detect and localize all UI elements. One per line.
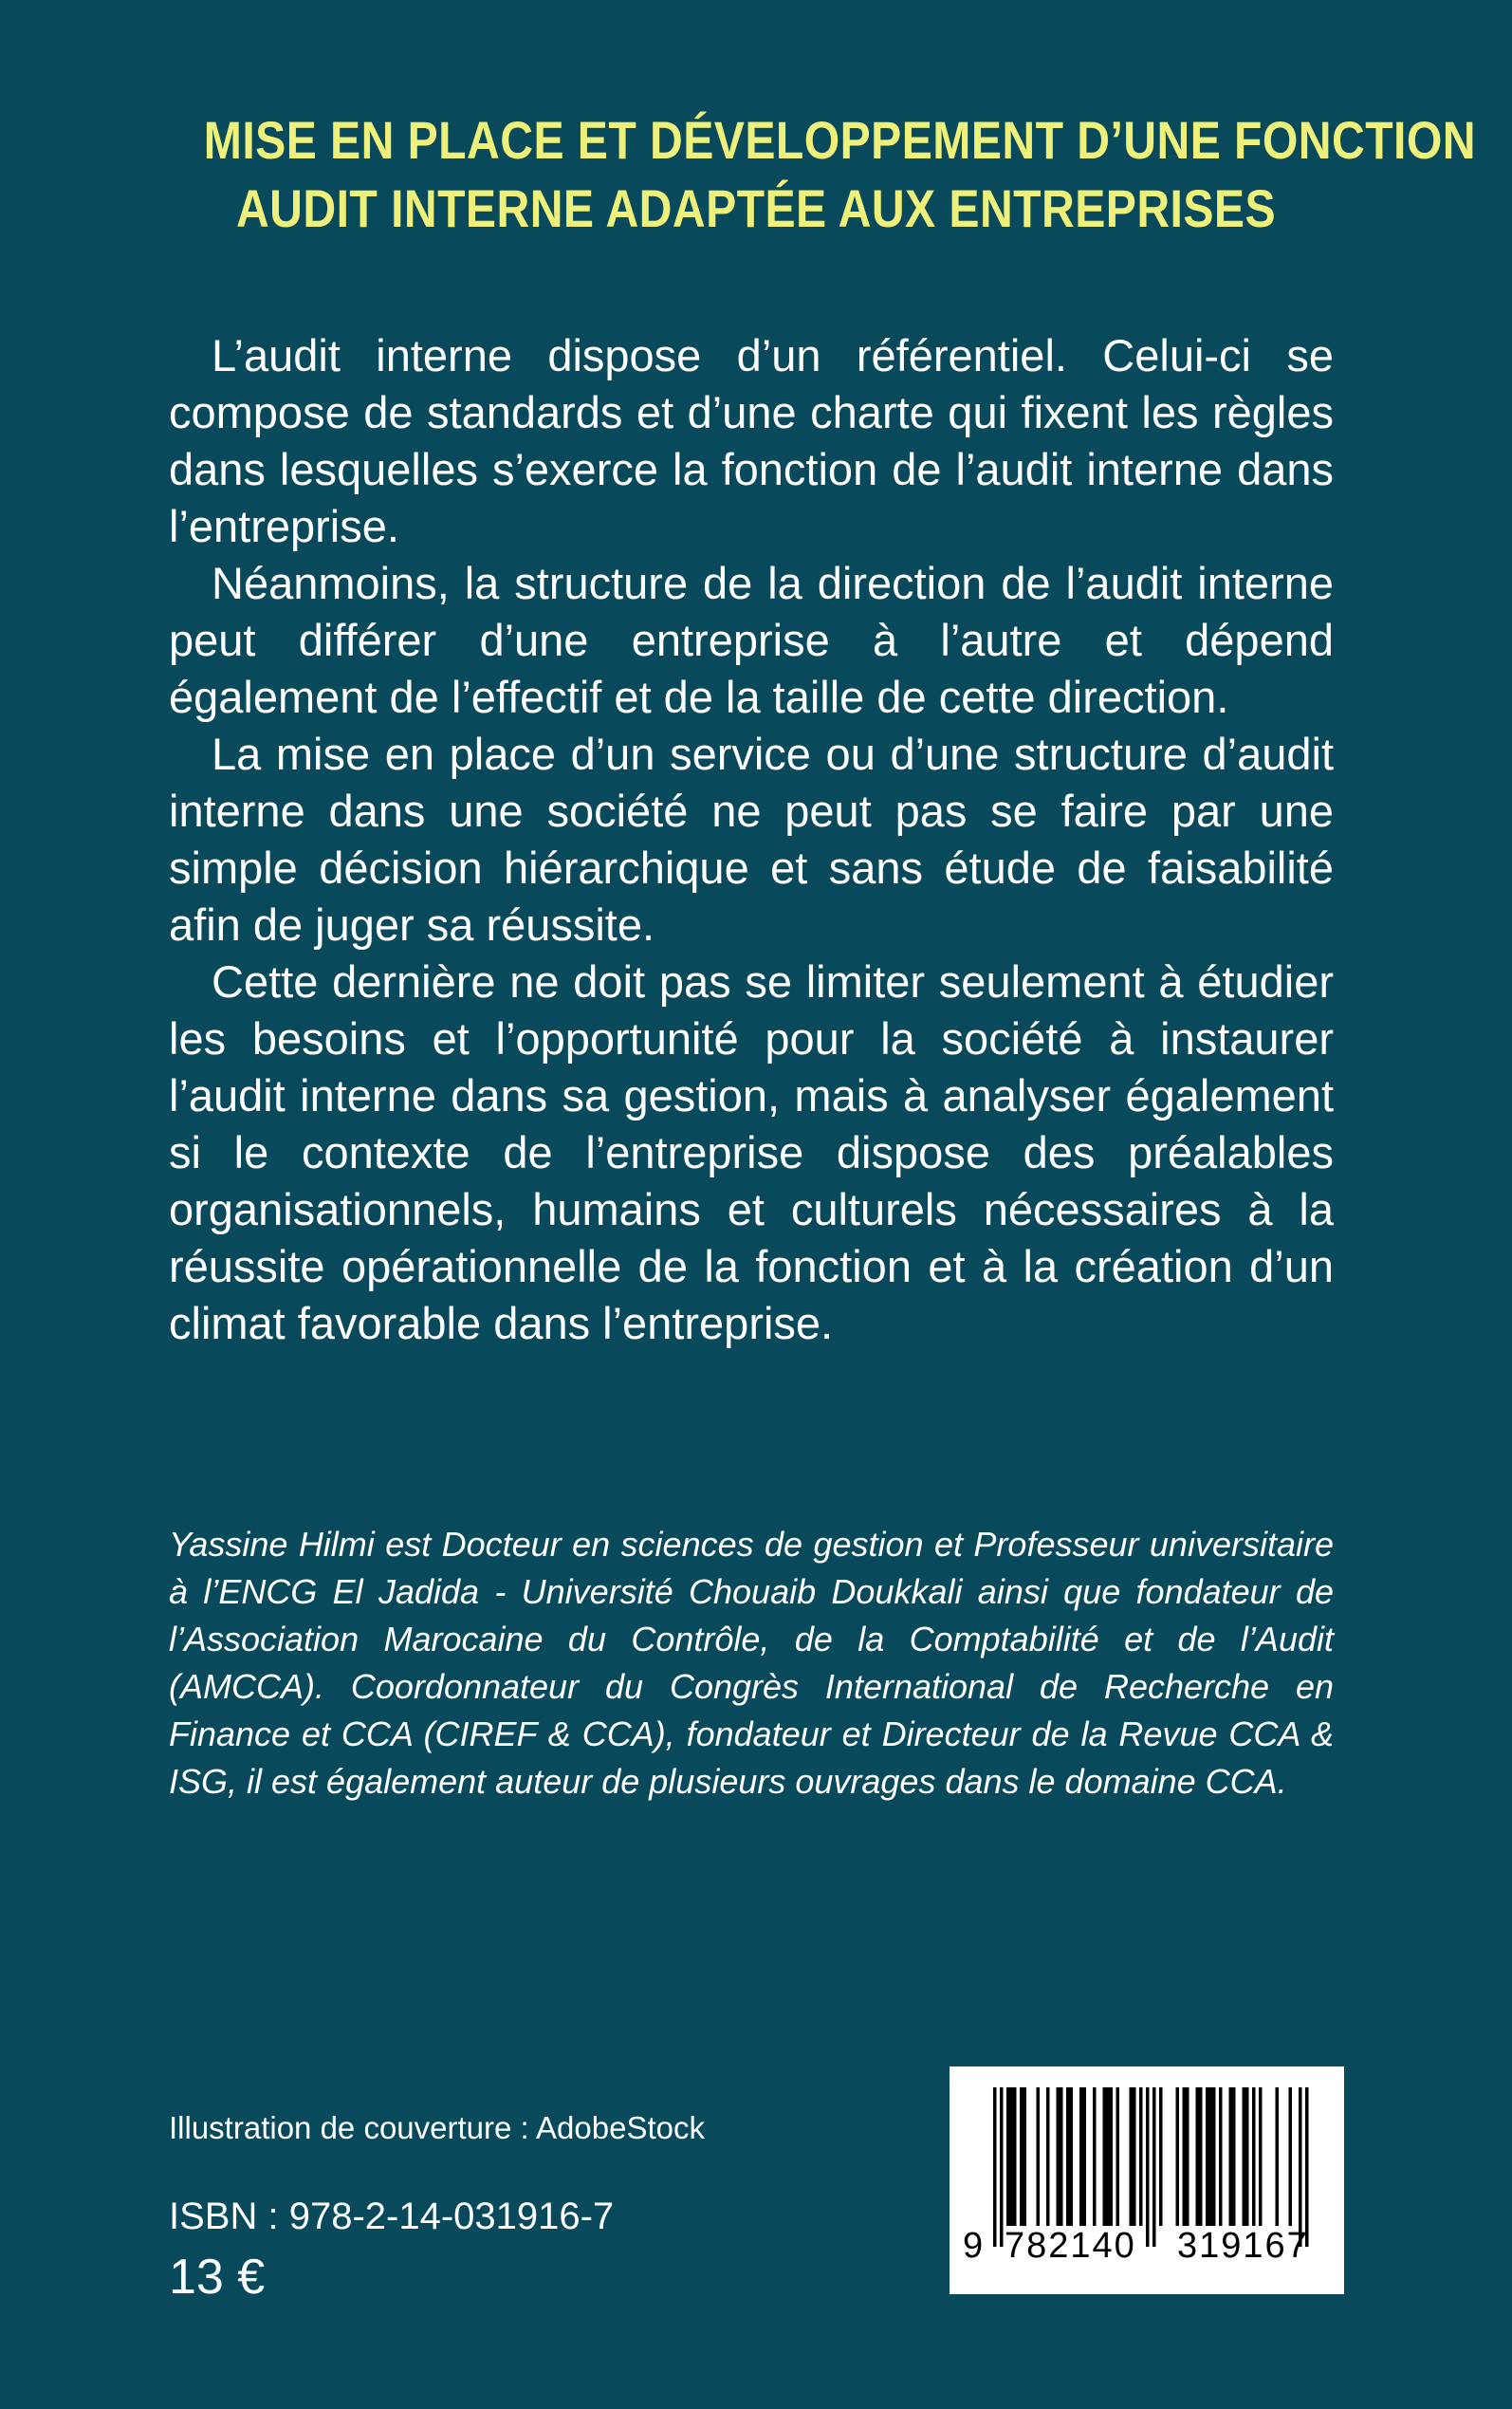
- book-title: [203, 106, 1476, 243]
- barcode-bar: [1209, 2087, 1213, 2226]
- barcode-bar: [1276, 2087, 1280, 2226]
- barcode-bar: [1023, 2087, 1027, 2226]
- barcode-bar: [1289, 2087, 1293, 2226]
- barcode-bar: [1183, 2087, 1187, 2226]
- barcode-bar: [1229, 2087, 1233, 2226]
- barcode-bar: [1299, 2087, 1302, 2247]
- barcode-bar: [1305, 2087, 1309, 2247]
- barcode-bar: [1000, 2087, 1004, 2247]
- barcode-bar: [1106, 2087, 1110, 2226]
- barcode-bar: [1176, 2087, 1180, 2226]
- barcode: [950, 2066, 1344, 2294]
- barcode-bar: [1046, 2087, 1050, 2226]
- barcode-bar: [1152, 2087, 1156, 2247]
- barcode-bar: [1010, 2087, 1014, 2226]
- barcode-bar: [1252, 2087, 1256, 2226]
- barcode-bar: [1219, 2087, 1223, 2226]
- barcode-bar: [1110, 2087, 1114, 2226]
- barcode-bar: [1103, 2087, 1107, 2226]
- summary-paragraph-3: La mise en place d’un service ou d’une structure d’audit interne dans une société ne peut pas se faire par une simple décision hiérarchique et sans étude de faisabilité afin de juger sa réussite.: [169, 729, 1334, 950]
- cover-credit: Illustration de couverture : AdobeStock: [169, 2110, 705, 2145]
- barcode-bar: [1093, 2087, 1097, 2226]
- barcode-bar: [1159, 2087, 1163, 2226]
- barcode-bar: [1006, 2087, 1010, 2226]
- barcode-bar: [1079, 2087, 1083, 2226]
- barcode-bar: [1070, 2087, 1074, 2226]
- barcode-digits: [963, 2226, 1342, 2273]
- barcode-bar: [1020, 2087, 1023, 2226]
- author-bio: Yassine Hilmi est Docteur en sciences de gestion et Professeur universitaire à l’ENCG El Jadida - Université Chouaib Doukkali ainsi que fondateur de l’Association Marocaine du Contrôle, de la Comptabilité et de l’Audit (AMCCA). Coordonnateur du Congrès International de Recherche en Finance et CCA (CIREF & CCA), fondateur et Directeur de la Revue CCA & ISG, il est également auteur de plusieurs ouvrages dans le domaine CCA.: [169, 1525, 1334, 1801]
- isbn: ISBN : 978-2-14-031916-7: [169, 2196, 615, 2237]
- barcode-bar: [1133, 2087, 1136, 2226]
- barcode-bar: [1186, 2087, 1189, 2226]
- barcode-first-digit: 9: [963, 2226, 985, 2266]
- barcode-bar: [1245, 2087, 1249, 2226]
- summary-paragraph-4: Cette dernière ne doit pas se limiter seulement à étudier les besoins et l’opportunité pour la société à instaurer l’audit interne dans sa gestion, mais à analyser également si le contexte de l’entreprise dispose des préalables organisationnels, humains et culturels nécessaires à la réussite opérationnelle de la fonction et à la création d’un climat favorable dans l’entreprise.: [169, 956, 1334, 1348]
- barcode-bar: [1139, 2087, 1143, 2226]
- barcode-bar: [1057, 2087, 1060, 2226]
- barcode-bar: [1066, 2087, 1070, 2226]
- summary-paragraph-2: Néanmoins, la structure de la direction de l’audit interne peut différer d’une entreprise à l’autre et dépend également de l’effectif et de la taille de cette direction.: [169, 558, 1334, 722]
- barcode-bar: [1060, 2087, 1063, 2226]
- barcode-bar: [1196, 2087, 1200, 2226]
- barcode-bar: [1146, 2087, 1150, 2247]
- barcode-bar: [1116, 2087, 1120, 2226]
- barcode-bar: [1212, 2087, 1216, 2226]
- barcode-bar: [1037, 2087, 1041, 2226]
- barcode-bar: [1083, 2087, 1087, 2226]
- barcode-bar: [1130, 2087, 1134, 2226]
- barcode-bar: [1232, 2087, 1236, 2226]
- price: 13 €: [169, 2250, 266, 2305]
- title-line-2: AUDIT INTERNE ADAPTÉE AUX ENTREPRISES: [235, 178, 1277, 238]
- barcode-bar: [1259, 2087, 1263, 2226]
- barcode-bar: [1206, 2087, 1209, 2226]
- summary-text: [169, 327, 1334, 1352]
- barcode-bar: [993, 2087, 997, 2247]
- title-line-1: MISE EN PLACE ET DÉVELOPPEMENT D’UNE FONCTION: [203, 110, 1476, 170]
- barcode-bar: [1013, 2087, 1017, 2226]
- barcode-bar: [1199, 2087, 1203, 2226]
- barcode-bar: [1243, 2087, 1246, 2226]
- barcode-group-1: 782140: [1005, 2226, 1136, 2266]
- summary-paragraph-1: L’audit interne dispose d’un référentiel. Celui-ci se compose de standards et d’une charte qui fixent les règles dans lesquelles s’exerce la fonction de l’audit interne dans l’entreprise.: [169, 330, 1334, 551]
- barcode-group-2: 319167: [1177, 2226, 1309, 2266]
